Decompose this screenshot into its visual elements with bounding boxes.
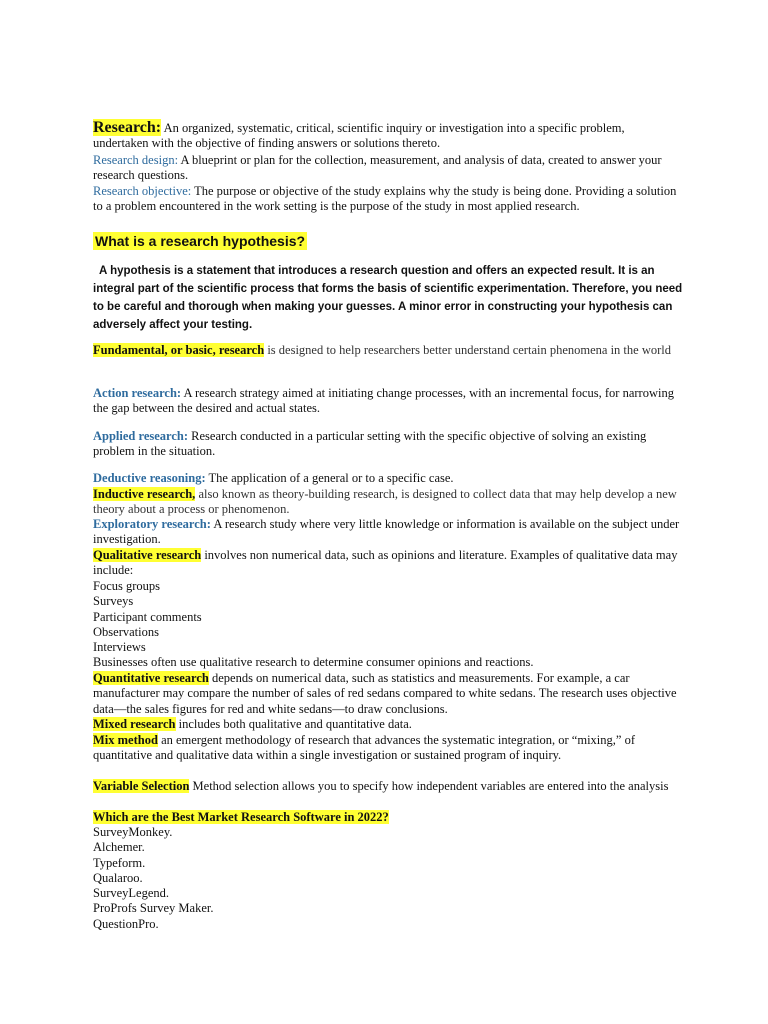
research-design-def: A blueprint or plan for the collection, measurement, and analysis of data, created to answer your research questions. xyxy=(93,153,662,183)
inductive-term: Inductive research, xyxy=(93,487,196,501)
mixed-definition xyxy=(93,717,683,732)
list-item: Typeform. xyxy=(93,855,146,870)
quantitative-def: depends on numerical data, such as statistics and measurements. For example, a car manufacturer may compare the number of sales of red sedans compared to white sedans. The research uses objective data—the sales figures for red and white sedans—to draw conclusions. xyxy=(93,671,677,716)
list-item: SurveyMonkey. xyxy=(93,825,173,839)
action-term: Action research: xyxy=(93,386,182,400)
deductive-term: Deductive reasoning: xyxy=(93,471,206,485)
exploratory-term: Exploratory research: xyxy=(93,517,211,531)
variable-selection-def: Method selection allows you to specify how independent variables are entered into the analysis xyxy=(192,779,669,793)
software-heading: Which are the Best Market Research Software in 2022? xyxy=(93,810,389,824)
research-design-term: Research design: xyxy=(93,153,179,167)
research-objective-def: The purpose or objective of the study explains why the study is being done. Providing a solution to a problem encountered in the work setting is the purpose of the study in most applied research. xyxy=(93,184,677,214)
list-item: Surveys xyxy=(93,594,134,609)
list-item: Qualaroo. xyxy=(93,870,143,885)
qualitative-definition xyxy=(93,548,683,579)
mixed-term: Mixed research xyxy=(93,717,176,731)
qualitative-examples-list xyxy=(93,579,683,671)
mix-method-definition xyxy=(93,733,683,764)
inductive-def: also known as theory-building research, is designed to collect data that may help develop a new theory about a process or phenomenon. xyxy=(93,487,677,517)
research-design-definition xyxy=(93,153,683,184)
software-heading-row xyxy=(93,810,683,825)
list-item: ProProfs Survey Maker. xyxy=(93,901,214,916)
list-item: Observations xyxy=(93,624,159,639)
list-item: Interviews xyxy=(93,640,146,655)
exploratory-definition xyxy=(93,517,683,548)
mix-method-term: Mix method xyxy=(93,733,158,747)
fundamental-term: Fundamental, or basic, research xyxy=(93,343,265,357)
quantitative-term: Quantitative research xyxy=(93,671,209,685)
applied-definition xyxy=(93,429,683,460)
applied-term: Applied research: xyxy=(93,429,189,443)
list-item: QuestionPro. xyxy=(93,916,159,931)
hypothesis-heading: What is a research hypothesis? xyxy=(95,233,306,249)
action-def: A research strategy aimed at initiating change processes, with an incremental focus, for narrowing the gap between the desired and actual states. xyxy=(93,386,674,416)
list-item: Focus groups xyxy=(93,579,161,593)
inductive-definition xyxy=(93,487,683,518)
qualitative-def: involves non numerical data, such as opinions and literature. Examples of qualitative data may include: xyxy=(93,548,678,578)
research-def: An organized, systematic, critical, scientific inquiry or investigation into a specific problem, undertaken with the objective of finding answers or solutions thereto. xyxy=(93,121,625,151)
exploratory-def: A research study where very little knowledge or information is available on the subject under investigation. xyxy=(93,517,680,547)
research-objective-definition xyxy=(93,184,683,215)
quantitative-definition xyxy=(93,671,683,717)
action-definition xyxy=(93,386,683,417)
mixed-def: includes both qualitative and quantitative data. xyxy=(178,717,412,731)
qualitative-note: Businesses often use qualitative research to determine consumer opinions and reactions. xyxy=(93,655,534,670)
qualitative-term: Qualitative research xyxy=(93,548,202,562)
hypothesis-body: A hypothesis is a statement that introduces a research question and offers an expected result. It is an integral part of the scientific process that forms the basis of scientific experimentation. Therefore, you need to be careful and thorough when making your guesses. A minor error in constructing your hypothesis can adversely affect your testing. xyxy=(93,265,683,331)
deductive-definition xyxy=(93,471,683,486)
variable-selection-definition xyxy=(93,779,683,794)
research-definition xyxy=(93,120,683,152)
mix-method-def: an emergent methodology of research that advances the systematic integration, or “mixing,” of quantitative and qualitative data within a single investigation or sustained program of inquiry. xyxy=(93,733,635,763)
list-item: SurveyLegend. xyxy=(93,886,170,901)
fundamental-def: is designed to help researchers better understand certain phenomena in the world xyxy=(267,343,671,357)
list-item: Alchemer. xyxy=(93,840,145,855)
hypothesis-heading-row xyxy=(93,233,683,249)
research-term: Research: xyxy=(93,119,162,136)
software-list xyxy=(93,825,683,932)
applied-def: Research conducted in a particular setting with the specific objective of solving an existing problem in the situation. xyxy=(93,429,647,459)
variable-selection-term: Variable Selection xyxy=(93,779,190,793)
deductive-def: The application of a general or to a specific case. xyxy=(208,471,454,485)
research-objective-term: Research objective: xyxy=(93,184,192,198)
fundamental-definition xyxy=(93,343,683,358)
list-item: Participant comments xyxy=(93,609,202,624)
